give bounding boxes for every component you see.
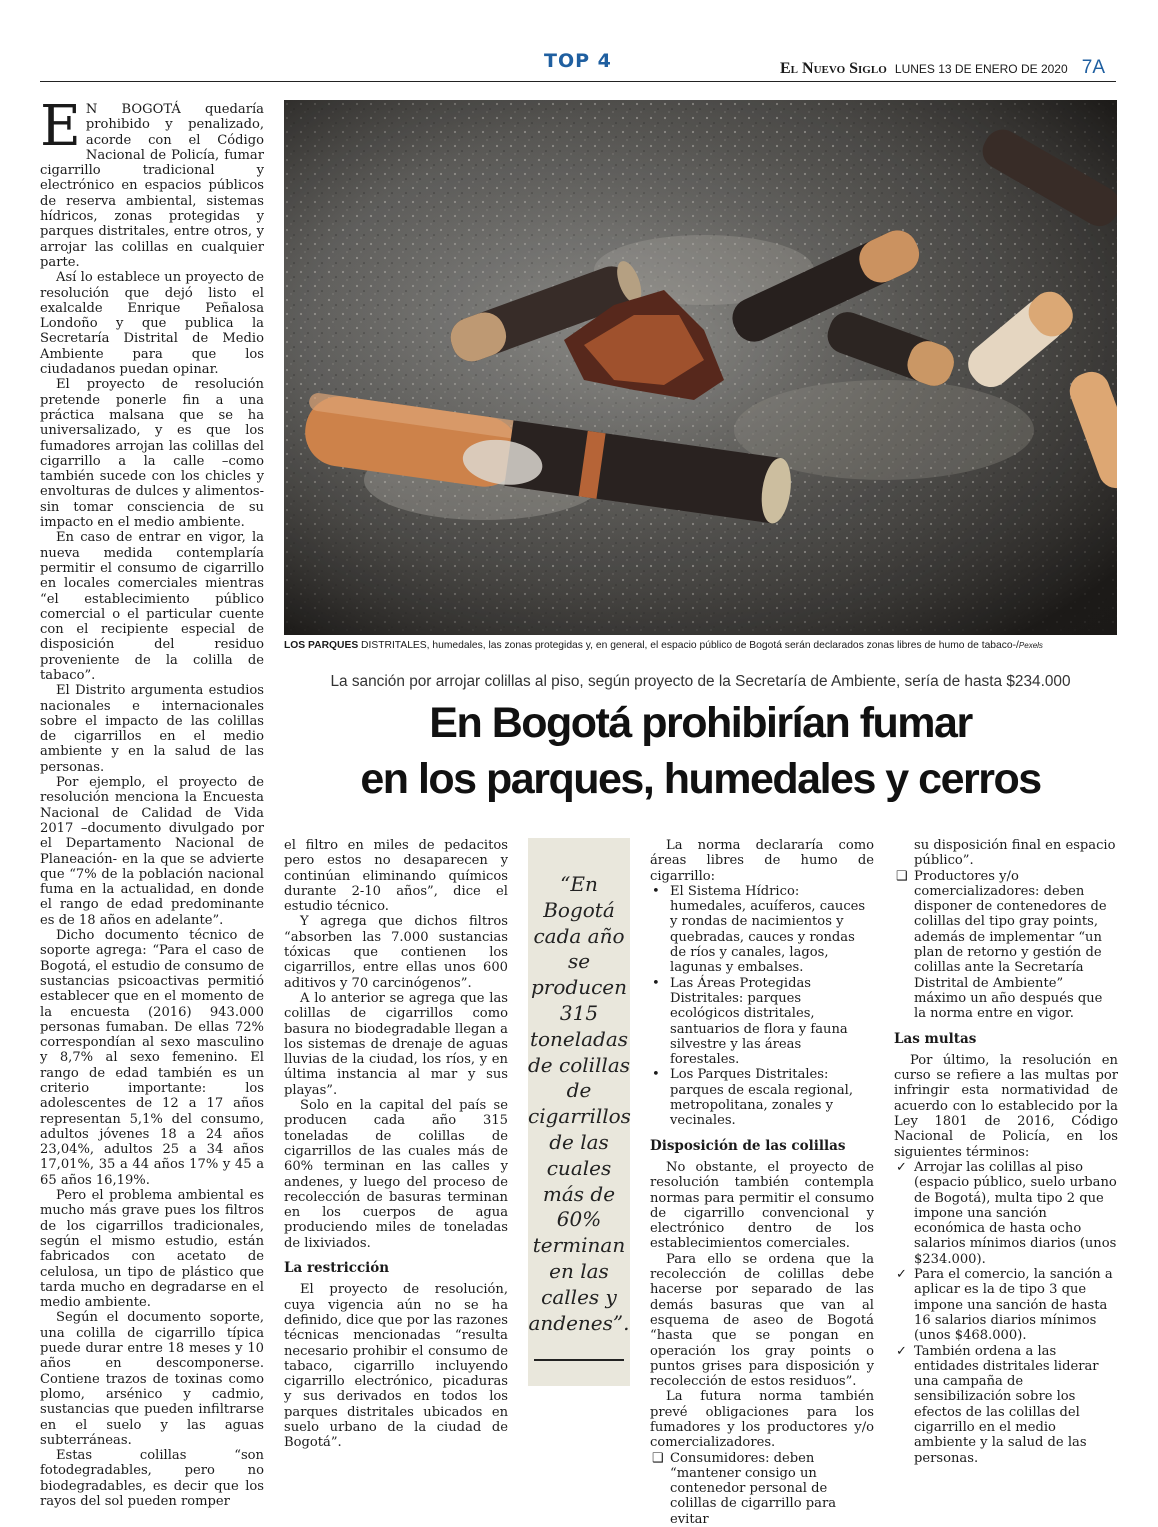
list-item: ✓ También ordena a las entidades distritales liderar una campaña de sensibilización sobre los efectos de las colillas del cigarrillo en el medio ambiente y la salud de las personas. xyxy=(896,1343,1099,1466)
cigarette-butts-photo xyxy=(284,100,1117,635)
column-2 xyxy=(284,838,508,1451)
page-number: 7A xyxy=(1081,57,1106,78)
pull-quote-text: “En Bogotá cada año se producen 315 toneladas de colillas de cigarrillos de las cuales más de 60% terminan en las calles y andenes”. xyxy=(528,872,631,1335)
bullet-icon: • xyxy=(652,1067,660,1083)
headline xyxy=(284,695,1117,807)
checkbox-icon: ❑ xyxy=(896,868,908,884)
column-4 xyxy=(894,838,1118,1466)
headline-line-2: en los parques, humedales y cerros xyxy=(360,755,1041,803)
paragraph: La futura norma también prevé obligaciones para los fumadores y los productores y/o comercializadores. xyxy=(650,1389,874,1451)
paragraph: Estas colillas “son fotodegradables, pero no biodegradables, es decir que los rayos del sol pueden romper xyxy=(40,1448,264,1510)
checkmark-icon: ✓ xyxy=(896,1343,907,1359)
list-item: ✓ Arrojar las colillas al piso (espacio público, suelo urbano de Bogotá), multa tipo 2 que impone una sanción económica de hasta ocho salarios mínimos diarios (unos $234.000). xyxy=(896,1159,1117,1267)
list-item: • Los Parques Distritales: parques de escala regional, metropolitana, zonales y vecinales. xyxy=(652,1067,853,1129)
obligations-list xyxy=(650,1451,874,1527)
checkmark-icon: ✓ xyxy=(896,1267,907,1283)
paragraph: Por ejemplo, el proyecto de resolución menciona la Encuesta Nacional de Calidad de Vida 2017 –documento divulgado por el Departamento Nacional de Planeación- en la que se advierte que “7% de la población nacional fuma en la actualidad, en donde el rango de edad predominante es de 18 años en adelante”. xyxy=(40,775,264,928)
list-item: ❑ Productores y/o comercializadores: deben disponer de contenedores de colillas del tipo gray points, además de implementar “un plan de retorno y gestión de colillas ante la Secretaría Distrital de Ambiente” máximo un año después que la norma entre en vigor. xyxy=(896,868,1107,1022)
paragraph: El proyecto de resolución, cuya vigencia aún no se ha definido, dice que por las razones técnicas mencionadas “resulta necesario prohibir el consumo de tabaco, cigarrillo incluyendo cigarrillo electrónico, picaduras y sus derivados en todos los parques distritales ubicados en suelo urbano de la ciudad de Bogotá”. xyxy=(284,1282,508,1451)
fines-list xyxy=(894,1160,1118,1466)
paragraph: El proyecto de resolución pretende ponerle fin a una práctica malsana que se ha universalizado, y es que los fumadores arrojan las colillas del cigarrillo a la calle –como también sucede con los chicles y envolturas de dulces y alimentos- sin tomar consciencia de su impacto en el medio ambiente. xyxy=(40,377,264,531)
protected-areas-list xyxy=(650,884,874,1129)
paragraph: Por último, la resolución en curso se refiere a las multas por infringir esta normatividad de acuerdo con lo establecido por la Ley 1801 de 2016, Código Nacional de Policía, en los siguientes términos: xyxy=(894,1052,1118,1160)
photo-illustration xyxy=(284,100,1117,635)
subheading: Las multas xyxy=(894,1030,977,1047)
list-item: ✓ Para el comercio, la sanción a aplicar es la de tipo 3 que impone una sanción de hasta 16 salarios diarios mínimos (unos $468.000). xyxy=(896,1267,1113,1344)
lead-paragraph: E N BOGOTÁ quedaría prohibido y penalizado, acorde con el Código Nacional de Policía, fumar cigarrillo tradicional y electrónico en espacios públicos de reserva ambiental, sistemas hídricos, zonas protegidas y parques distritales, entre otros, y arrojar las colillas en cualquier parte. xyxy=(40,94,264,270)
paragraph: El Distrito argumenta estudios nacionales e internacionales sobre el impacto de las colillas de cigarrillos en el medio ambiente y en la salud de las personas. xyxy=(40,683,264,775)
paragraph: Para ello se ordena que la recolección de colillas debe hacerse por separado de las demás basuras que van al esquema de aseo de Bogotá “hasta que se pongan en operación los gray points o puntos grises para disposición y recolección de estos residuos”. xyxy=(650,1251,874,1390)
paragraph: Dicho documento técnico de soporte agrega: “Para el caso de Bogotá, el estudio de consumo de sustancias psicoactivas permitió establecer que en el momento de la encuesta (2016) 943.000 personas fumaban. De ellas 72% correspondían al sexo masculino y 8,7% al sexo femenino. El rango de edad también es un criterio importante: los adolescentes de 12 a 17 años representan 5,1% del consumo, adultos jóvenes 18 a 24 años 23,04%, adultos 25 a 34 años 17,01%, 35 a 44 años 17% y 45 a 65 años 16,19%. xyxy=(40,928,264,1188)
paragraph: A lo anterior se agrega que las colillas de cigarrillos como basura no biodegradable llegan a los sistemas de drenaje de aguas lluvias de la ciudad, los ríos, y en última instancia al mar y sus playas”. xyxy=(284,990,508,1098)
list-item: su disposición final en espacio público”. xyxy=(914,838,1116,869)
obligations-list-cont xyxy=(894,838,1118,1022)
paragraph: La norma declararía como áreas libres de humo de cigarrillo: xyxy=(650,838,874,884)
list-item: • El Sistema Hídrico: humedales, acuíferos, cauces y rondas de nacimientos y quebradas, cauces y rondas de ríos y canales, lagos, lagunas y embalses. xyxy=(652,883,866,976)
subheading: La restricción xyxy=(284,1260,390,1277)
list-item: • Las Áreas Protegidas Distritales: parques ecológicos distritales, santuarios de flora y fauna silvestre y las áreas forestales. xyxy=(652,975,848,1068)
header-rule xyxy=(40,81,1116,82)
subheading: Disposición de las colillas xyxy=(650,1137,846,1154)
checkmark-icon: ✓ xyxy=(896,1159,907,1175)
drop-cap: E xyxy=(40,94,81,159)
paragraph: Así lo establece un proyecto de resolución que dejó listo el exalcalde Enrique Peñalosa Londoño y que publica la Secretaría Distrital de Medio Ambiente para que los ciudadanos puedan opinar. xyxy=(40,270,264,378)
bullet-icon: • xyxy=(652,883,660,899)
paragraph: Según el documento soporte, una colilla de cigarrillo típica puede durar entre 18 meses y 10 años en descomponerse. Contiene trazos de toxinas como plomo, arsénico y cadmio, sustancias que pueden infiltrarse en el suelo y las aguas subterráneas. xyxy=(40,1310,264,1448)
paragraph: No obstante, el proyecto de resolución también contempla normas para permitir el consumo de cigarrillo convencional y electrónico dentro de los establecimientos comerciales. xyxy=(650,1159,874,1252)
pull-quote-rule xyxy=(534,1359,624,1361)
paragraph: el filtro en miles de pedacitos pero estos no desaparecen y continúan eliminando químicos durante 2-10 años”, dice el estudio técnico. xyxy=(284,838,508,915)
column-3 xyxy=(650,838,874,1527)
paragraph: Y agrega que dichos filtros “absorben las 7.000 sustancias tóxicas que contienen los cigarrillos, entre ellas unos 600 aditivos y 70 carcinógenos”. xyxy=(284,914,508,991)
paragraph: Pero el problema ambiental es mucho más grave pues los filtros de los cigarrillos tradicionales, según el mismo estudio, están fabricados con acetato de celulosa, un tipo de plástico que tarda mucho en degradarse en el medio ambiente. xyxy=(40,1188,264,1311)
list-item: ❑ Consumidores: deben “mantener consigo un contenedor personal de colillas de cigarrillo para evitar xyxy=(652,1450,837,1527)
photo-caption: LOS PARQUES DISTRITALES, humedales, las zonas protegidas y, en general, el espacio público de Bogotá serán declarados zonas libres de humo de tabaco-/Pexels xyxy=(284,640,1043,651)
section-label: TOP 4 xyxy=(544,50,612,72)
photo-credit: Pexels xyxy=(1018,641,1043,650)
pull-quote xyxy=(528,838,630,1386)
paragraph: Solo en la capital del país se producen cada año 315 toneladas de colillas de cigarrillos de las cuales más de 60% terminan en las calles y andenes, y luego del proceso de recolección de basuras terminan en los cuerpos de agua produciendo miles de toneladas de lixiviados. xyxy=(284,1098,508,1251)
bullet-icon: • xyxy=(652,975,660,991)
paragraph: En caso de entrar en vigor, la nueva medida contemplaría permitir el consumo de cigarrillo en locales comerciales mientras “el establecimiento público comercial o el particular cuente con el recipiente especial de disposición del residuo proveniente de la colilla de tabaco”. xyxy=(40,530,264,683)
issue-date: LUNES 13 DE ENERO DE 2020 xyxy=(894,62,1068,76)
newspaper-name: El Nuevo Siglo xyxy=(780,60,887,77)
kicker: La sanción por arrojar colillas al piso, según proyecto de la Secretaría de Ambiente, sería de hasta $234.000 xyxy=(330,673,1071,690)
column-1 xyxy=(40,94,264,1510)
headline-line-1: En Bogotá prohibirían fumar xyxy=(429,699,972,747)
checkbox-icon: ❑ xyxy=(652,1450,664,1466)
masthead xyxy=(780,57,1105,79)
